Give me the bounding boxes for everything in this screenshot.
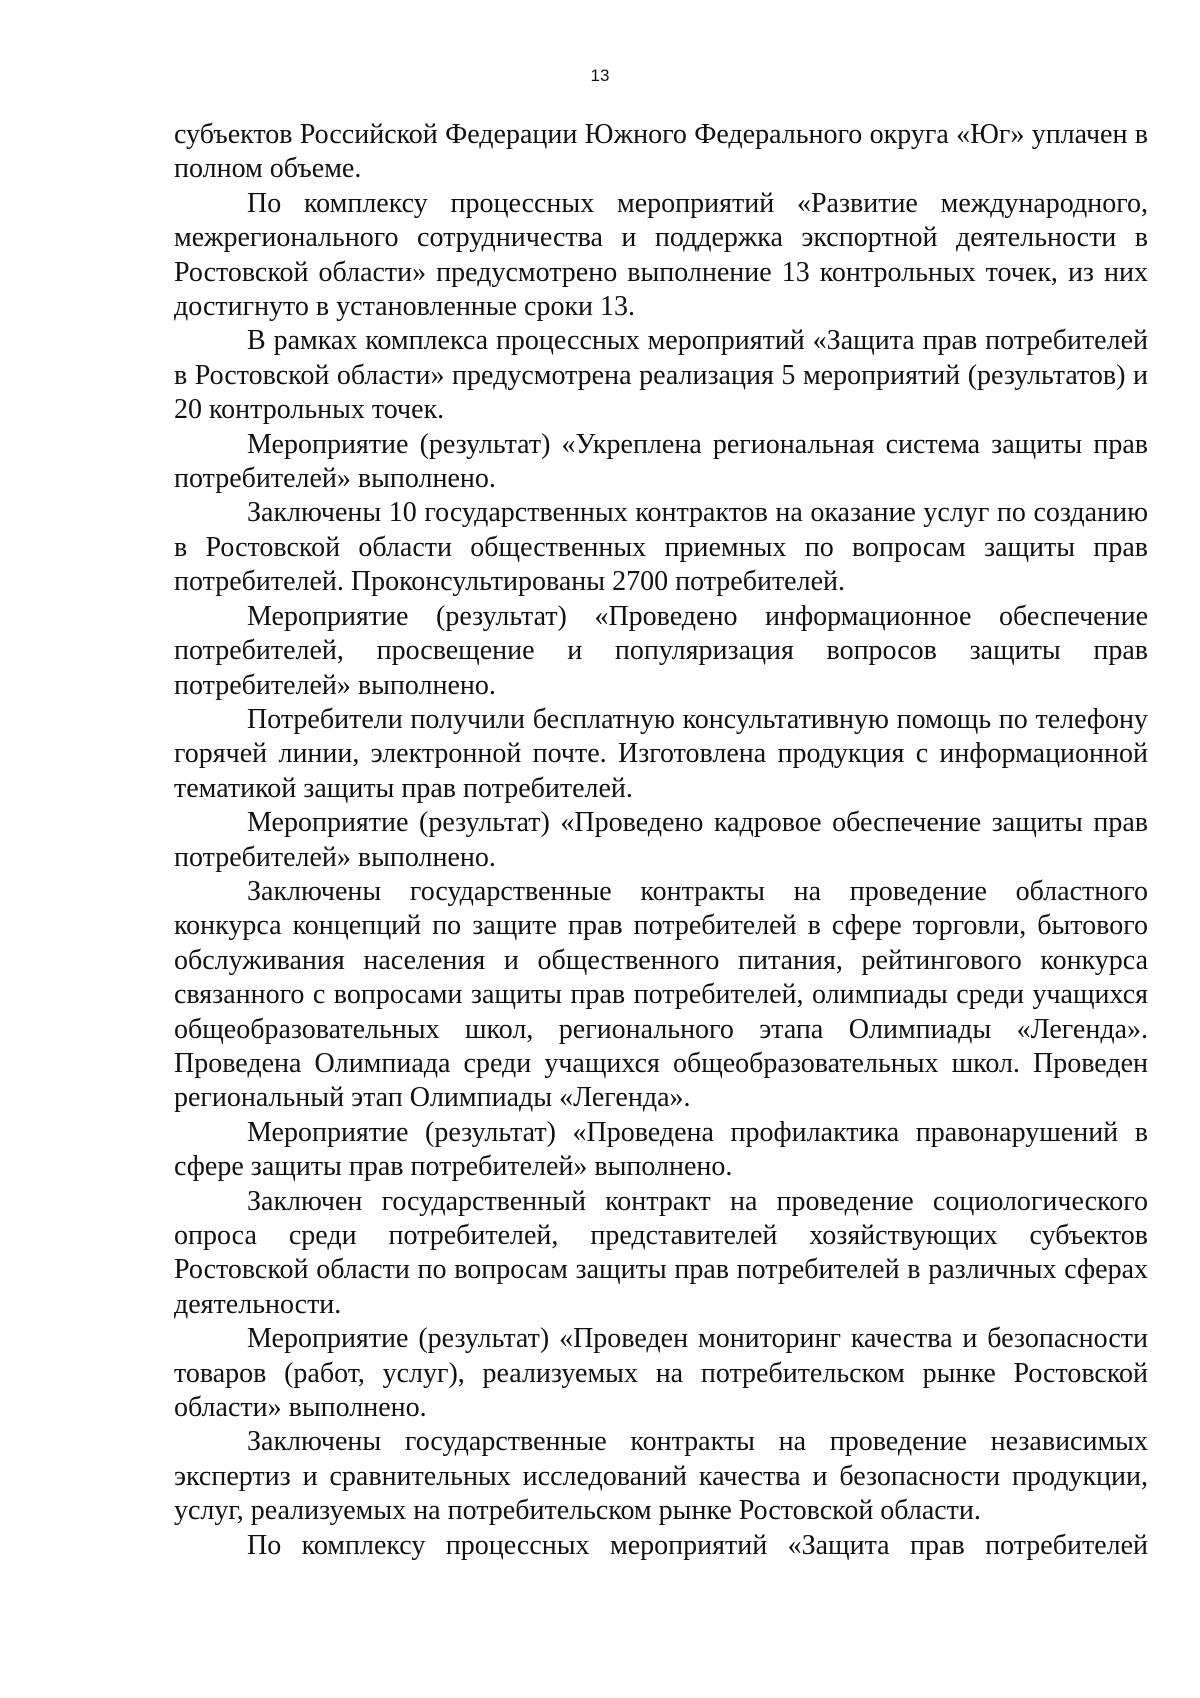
paragraph-8: Мероприятие (результат) «Проведено кадровое обеспечение защиты прав потребителей» выполнено. xyxy=(174,807,1148,873)
paragraph-5: Заключены 10 государственных контрактов на оказание услуг по созданию в Ростовской области общественных приемных по вопросам защиты прав потребителей. Проконсультированы 2700 потребителей. xyxy=(174,497,1148,598)
document-body xyxy=(174,118,1148,1563)
paragraph-10: Мероприятие (результат) «Проведена профилактика правонарушений в сфере защиты прав потребителей» выполнено. xyxy=(174,1116,1148,1183)
paragraph-1: субъектов Российской Федерации Южного Федерального округа «Юг» уплачен в полном объеме. xyxy=(174,119,1148,185)
paragraph-14: По комплексу процессных мероприятий «Защита прав потребителей xyxy=(247,1529,1148,1561)
paragraph-3: В рамках комплекса процессных мероприятий «Защита прав потребителей в Ростовской области» предусмотрена реализация 5 мероприятий (результатов) и 20 контрольных точек. xyxy=(174,325,1148,426)
page-number: 13 xyxy=(590,66,610,85)
paragraph-2: По комплексу процессных мероприятий «Развитие международного, межрегионального сотрудничества и поддержка экспортной деятельности в Ростовской области» предусмотрено выполнение 13 контрольных точек, из них достигнуто в установленные сроки 13. xyxy=(174,187,1148,323)
paragraph-13: Заключены государственные контракты на проведение независимых экспертиз и сравнительных исследований качества и безопасности продукции, услуг, реализуемых на потребительском рынке Ростовской области. xyxy=(174,1426,1148,1527)
paragraph-7: Потребители получили бесплатную консультативную помощь по телефону горячей линии, электронной почте. Изготовлена продукция с информационной тематикой защиты прав потребителей. xyxy=(174,703,1148,804)
paragraph-9: Заключены государственные контракты на проведение областного конкурса концепций по защите прав потребителей в сфере торговли, бытового обслуживания населения и общественного питания, рейтингового конкурса связанного с вопросами защиты прав потребителей, олимпиады среди учащихся общеобразовательных школ, регионального этапа Олимпиады «Легенда». Проведена Олимпиада среди учащихся общеобразовательных школ. Проведен региональный этап Олимпиады «Легенда». xyxy=(174,875,1148,1114)
paragraph-12: Мероприятие (результат) «Проведен мониторинг качества и безопасности товаров (работ, услуг), реализуемых на потребительском рынке Ростовской области» выполнено. xyxy=(174,1323,1148,1424)
paragraph-6: Мероприятие (результат) «Проведено информационное обеспечение потребителей, просвещение и популяризация вопросов защиты прав потребителей» выполнено. xyxy=(174,600,1148,701)
paragraph-11: Заключен государственный контракт на проведение социологического опроса среди потребителей, представителей хозяйствующих субъектов Ростовской области по вопросам защиты прав потребителей в различных сферах деятельности. xyxy=(174,1185,1148,1320)
paragraph-4: Мероприятие (результат) «Укреплена региональная система защиты прав потребителей» выполнено. xyxy=(174,428,1148,495)
